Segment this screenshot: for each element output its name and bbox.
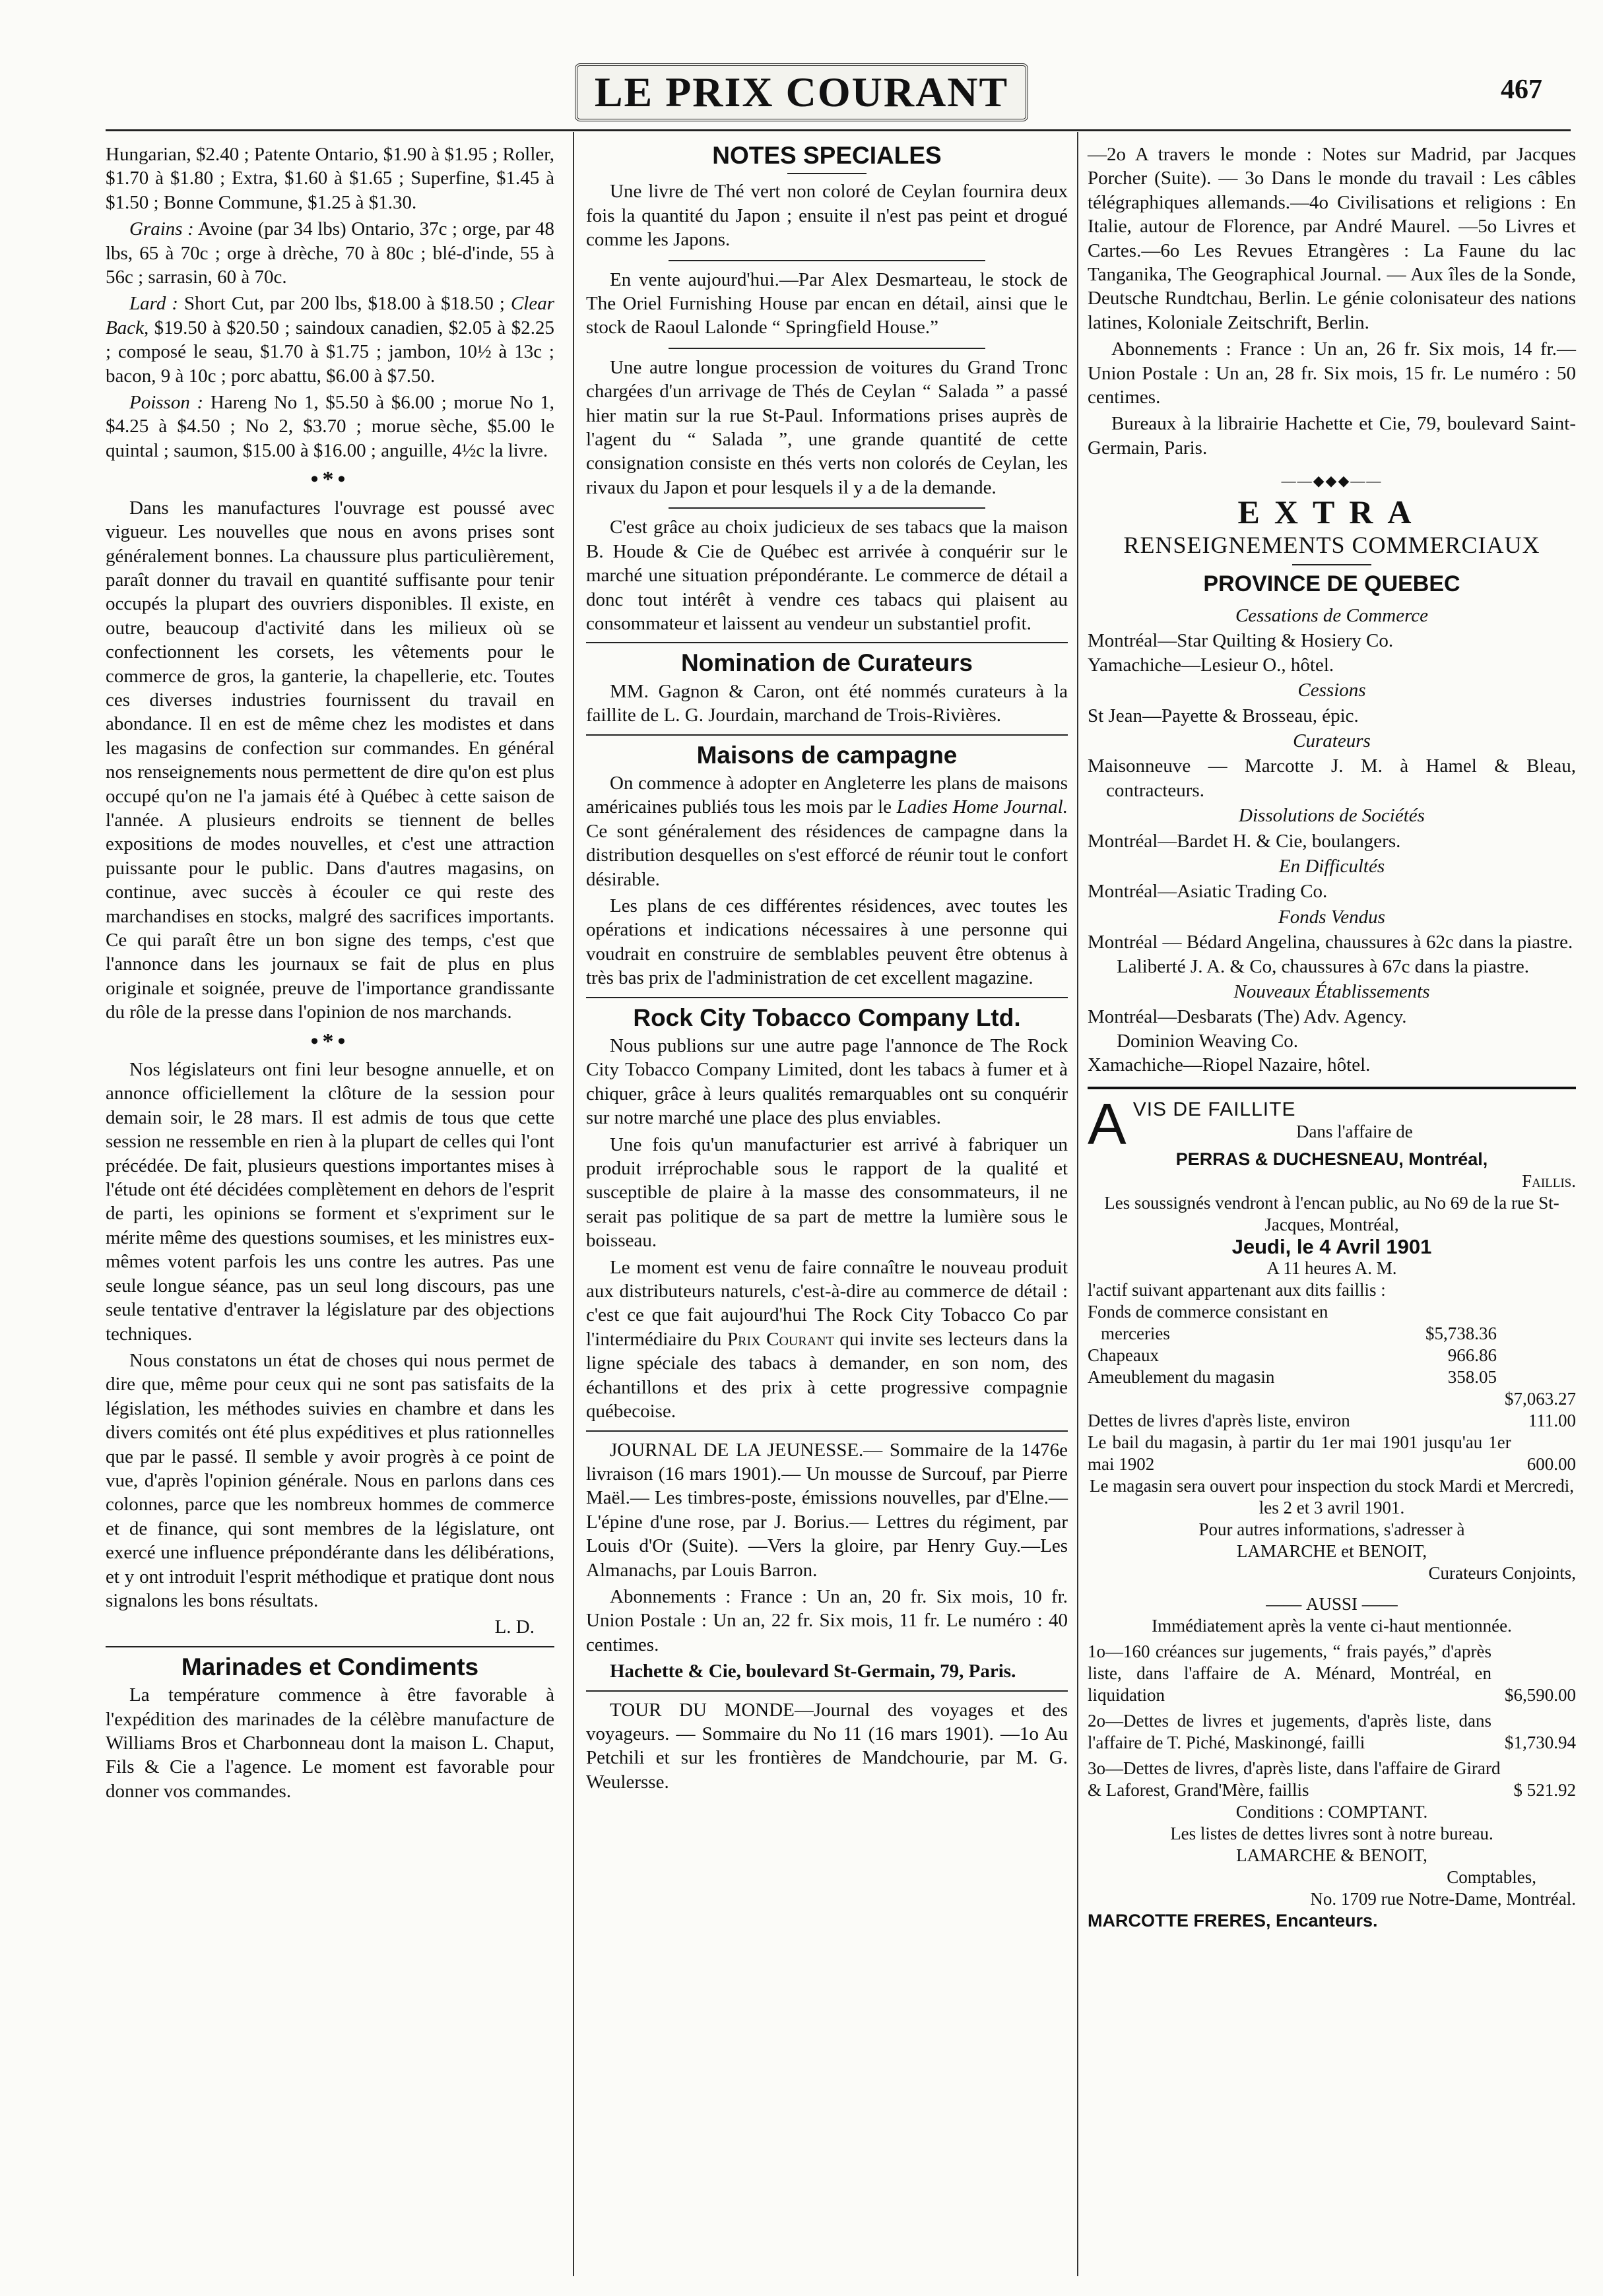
section-title: Cessions: [1297, 680, 1366, 701]
separator-rule: [586, 734, 1068, 736]
avis-date: Jeudi, le 4 Avril 1901: [1231, 1234, 1432, 1258]
section-title: En Difficultés: [1278, 855, 1385, 877]
tour-du-monde-continued: —2o A travers le monde : Notes sur Madrid, par Jacques Porcher (Suite). — 3o Dans le monde du travail : Les câbles télégraphiques allemands.—4o Civilisations et religions : En Italie, autour de Florence, par André Maurel. —5o Livres et Cartes.—6o Les Revues Etrangères : La Faune du lac Tanganika, The Geographical Journal. — Aux îles de la Sonde, Deutsche Rundtchau, Berlin. Le génie colonisateur des nations latines, Koloniale Zeitschrift, Berlin.: [1088, 144, 1576, 333]
entry: Laliberté J. A. & Co, chaussures à 67c dans la piastre.: [1117, 955, 1529, 977]
avis-conditions: Conditions : COMPTANT.: [1235, 1801, 1428, 1822]
column-rule-2: [1077, 132, 1078, 2276]
lard-prices: [106, 292, 554, 388]
avis-lot: [1088, 1710, 1576, 1754]
rock-city-text-2: Une fois qu'un manufacturier est arrivé à fabriquer un produit irréprochable sous le rapport de la qualité et susceptible de plaire à la masse des consommateurs, il ne serait pas politique de sa part de mettre la lumière sous le boisseau.: [586, 1133, 1068, 1252]
aussi-label: AUSSI: [1305, 1593, 1358, 1614]
separator-rule: [586, 1690, 1068, 1692]
section-title: Fonds Vendus: [1278, 906, 1385, 928]
item-label: Chapeaux: [1088, 1345, 1159, 1365]
tour-du-monde: TOUR DU MONDE—Journal des voyages et des voyageurs. — Sommaire du No 11 (16 mars 1901). —1o Au Petchili et sur les frontières de Mandchourie, par M. G. Weulersse.: [586, 1699, 1068, 1793]
avis-immediat: Immédiatement après la vente ci-haut mentionnée.: [1152, 1615, 1512, 1636]
tour-abonnements: Abonnements : France : Un an, 26 fr. Six mois, 14 fr.—Union Postale : Un an, 28 fr. Six mois, 15 fr. Le numéro : 50 centimes.: [1088, 338, 1576, 408]
item-amount: $5,738.36: [1425, 1323, 1497, 1343]
thick-rule: [1088, 1087, 1576, 1089]
item-label: Ameublement du magasin: [1088, 1366, 1275, 1387]
jeunesse-hachette: Hachette & Cie, boulevard St-Germain, 79, Paris.: [610, 1661, 1016, 1682]
avis-item: [1088, 1366, 1576, 1388]
maisons-heading: Maisons de campagne: [696, 741, 958, 769]
poisson-prices: [106, 391, 554, 462]
signature: L. D.: [494, 1616, 535, 1638]
grains-text: Avoine (par 34 lbs) Ontario, 37c ; orge, par 48 lbs, 65 à 70c ; orge à drèche, 70 à 80c ; blé-d'inde, 55 à 56c ; sarrasin, 60 à 70c.: [106, 218, 554, 288]
short-rule: [1292, 564, 1371, 565]
separator-rule: [106, 1646, 554, 1647]
tour-bureaux: Bureaux à la librairie Hachette et Cie, 79, boulevard Saint-Germain, Paris.: [1088, 413, 1576, 459]
entry: Dominion Weaving Co.: [1117, 1030, 1299, 1052]
avis-title-rest: VIS DE FAILLITE: [1132, 1098, 1296, 1120]
avis-marcotte: MARCOTTE FRERES, Encanteurs.: [1088, 1910, 1378, 1930]
note-the-vert: Une livre de Thé vert non coloré de Ceylan fournira deux fois la quantité du Japon ; ensuite il n'est pas peint et drogué comme les Japons.: [586, 181, 1068, 251]
maisons-text-1: [586, 771, 1068, 891]
note-en-vente: En vente aujourd'hui.—Par Alex Desmarteau, le stock de The Oriel Furnishing House par encan en détail, ainsi que le stock de Raoul Lalonde “ Springfield House.”: [586, 269, 1068, 338]
journal-jeunesse: JOURNAL DE LA JEUNESSE.— Sommaire de la 1476e livraison (16 mars 1901).— Un mousse de Surcouf, par Pierre Maël.— Les timbres-poste, émissions nouvelles, par d'Elne.—L'épine d'une rose, par J. Borius.— Lettres du régiment, par Louis d'Or (Suite). —Vers la gloire, par Henry Guy.—Les Almanachs, par Louis Barron.: [586, 1439, 1068, 1581]
avis-faillis: Faillis.: [1522, 1170, 1576, 1191]
entry: Montréal—Asiatic Trading Co.: [1088, 881, 1328, 903]
section-curateurs: [1088, 729, 1576, 802]
item-amount: 358.05: [1447, 1366, 1497, 1387]
lot-amount: $1,730.94: [1505, 1732, 1576, 1752]
note-salada: Une autre longue procession de voitures du Grand Tronc chargées d'un arrivage de Thés de Ceylan “ Salada ” a passé hier matin sur la rue St-Paul. Informations prises auprès de l'agent du “ Salada ”, une grande quantité de cette consignation consiste en thés verts non colorés de Ceylan, les rivaux du Japon et pour lesquels il y a de la demande.: [586, 356, 1068, 498]
extra-heading: EXTRA: [1237, 493, 1426, 530]
marinades-text: La température commence à être favorable à l'expédition des marinades de la célèbre manufacture de Williams Bros et Charbonneau dont la maison L. Chaput, Fils & Cie a l'agence. Le moment est favorable pour donner vos commandes.: [106, 1684, 554, 1802]
avis-comptables: Comptables,: [1447, 1866, 1536, 1887]
entry: Montréal—Desbarats (The) Adv. Agency.: [1088, 1006, 1407, 1028]
avis-lamarche-1: LAMARCHE et BENOIT,: [1236, 1541, 1427, 1561]
avis-item: [1088, 1323, 1576, 1345]
section-dissolutions: [1088, 804, 1576, 853]
masthead: [0, 63, 1603, 121]
entry: St Jean—Payette & Brosseau, épic.: [1088, 705, 1359, 726]
separator-rule: [586, 642, 1068, 643]
nomination-text: MM. Gagnon & Caron, ont été nommés curateurs à la faillite de L. G. Jourdain, marchand de Trois-Rivières.: [586, 680, 1068, 726]
column-rule-1: [573, 132, 574, 2276]
constatons-paragraph: Nous constatons un état de choses qui nous permet de dire que, même pour ceux qui ne sont pas satisfaits de la législation, les méthodes suivies en chambre et dans les divers comités ont été plus expéditives et plus rationnelles que par le passé. Il semble y avoir progrès à ce point de vue, d'après l'opinion générale. Nous en parlons dans ces colonnes, parce que les nombreux hommes de commerce et de finance, qui sont membres de la législature, ont exercé une influence prépondérante dans les délibérations, et y ont introduit l'esprit méthodique et pratique dont nous signalons les bons résultats.: [106, 1349, 554, 1611]
entry: Montréal — Bédard Angelina, chaussures à 62c dans la piastre.: [1088, 932, 1573, 953]
lot-label: 2o—Dettes de livres et jugements, d'après liste, dans l'affaire de T. Piché, Maskinongé, failli: [1088, 1710, 1491, 1752]
flour-prices: Hungarian, $2.40 ; Patente Ontario, $1.90 à $1.95 ; Roller, $1.70 à $1.80 ; Extra, $1.60 à $1.65 ; Superfine, $1.45 à $1.50 ; Bonne Commune, $1.25 à $1.30.: [106, 144, 554, 213]
clear-back-label: Clear Back,: [106, 293, 555, 338]
entry: Montréal—Star Quilting & Hosiery Co.: [1088, 630, 1394, 652]
avis-de-faillite: [1088, 1091, 1576, 1932]
maisons-text-1b: Ce sont généralement des résidences de campagne dans la distribution desquelles on s'est efforcé de réunir tout le confort désirable.: [586, 820, 1068, 890]
section-cessions: [1088, 678, 1576, 728]
grains-prices: [106, 217, 554, 289]
avis-dans: Dans l'affaire de: [1295, 1121, 1413, 1141]
avis-time: A 11 heures A. M.: [1266, 1258, 1397, 1278]
poisson-text: Hareng No 1, $5.50 à $6.00 ; morue No 1, $4.25 à $4.50 ; No 2, $3.70 ; morue sèche, $5.00 le quintal ; saumon, $15.00 à $16.00 ; anguille, 4½c la livre.: [106, 392, 555, 461]
lard-text-2: $19.50 à $20.50 ; saindoux canadien, $2.05 à $2.25 ; composé le seau, $1.70 à $1.75 ; jambon, 10½ à 13c ; bacon, 9 à 10c ; porc abattu, $6.00 à $7.50.: [106, 317, 554, 387]
rock-city-heading: Rock City Tobacco Company Ltd.: [633, 1004, 1021, 1031]
avis-lot: [1088, 1641, 1576, 1706]
poisson-label: Poisson :: [129, 392, 204, 414]
lard-text-1: Short Cut, par 200 lbs, $18.00 à $18.50 ;: [178, 293, 511, 315]
avis-lamarche-2: LAMARCHE & BENOIT,: [1236, 1845, 1427, 1865]
nomination-heading: Nomination de Curateurs: [681, 649, 973, 677]
avis-aussi: —— AUSSI ——: [1266, 1593, 1398, 1614]
maisons-text-2: Les plans de ces différentes résidences, avec toutes les opérations et indications nécessaires à une personne qui voudrait en construire de semblables peuvent être obtenus à très bas prix de l'administration de cet excellent magazine.: [586, 895, 1068, 989]
avis-bail: [1088, 1432, 1576, 1475]
page-number: 467: [1501, 75, 1542, 105]
legislateurs-paragraph: Nos législateurs ont fini leur besogne annuelle, et on annonce officiellement la clôture de la session pour demain soir, le 28 mars. Il est admis de tous que cette session ne ressemble en rien à la plupart de celles qui l'ont précédée. De fait, plusieurs questions importantes mises à l'étude ont été décidées complètement en dehors de l'esprit de parti, les opinions se forment et s'expriment sur le mérite même des questions soumises, et les ministres eux-mêmes votent parfois les uns contre les autres. Pas une seule longue séance, pas un seul long discours, pas une seule tentative d'entraver la législature par des objections techniques.: [106, 1059, 554, 1345]
entry: Maisonneuve — Marcotte J. M. à Hamel & Bleau, contracteurs.: [1088, 755, 1576, 801]
prix-courant-ref: Prix Courant: [727, 1328, 834, 1350]
column-2: [586, 143, 1068, 1797]
avis-intro: Les soussignés vendront à l'encan public, au No 69 de la rue St-Jacques, Montréal,: [1104, 1192, 1559, 1234]
grains-label: Grains :: [129, 218, 194, 240]
rock-city-text-1: Nous publions sur une autre page l'annonce de The Rock City Tobacco Company Limited, dont les tabacs à fumer et à chiquer, grâce à leurs qualités remarquables ont su conquérir sur notre marché une place des plus enviables.: [586, 1035, 1068, 1129]
lard-label: Lard :: [129, 293, 178, 315]
short-rule: [787, 173, 867, 174]
section-fonds-vendus: [1088, 905, 1576, 978]
rock-city-text-3a: Le moment est venu de faire connaître le nouveau produit aux distributeurs naturels, c'est-à-dire au commerce de détail : c'est ce que fait aujourd'hui The Rock City Tobacco Co par l'intermédiaire du: [586, 1256, 1068, 1350]
bail-amount: 600.00: [1526, 1453, 1576, 1474]
separator-rule: [586, 997, 1068, 998]
marinades-heading: Marinades et Condiments: [181, 1653, 479, 1680]
lot-amount: $ 521.92: [1513, 1779, 1576, 1800]
asterism-2: •*•: [310, 1029, 350, 1054]
item-label: merceries: [1101, 1323, 1170, 1343]
renseignements-heading: RENSEIGNEMENTS COMMERCIAUX: [1123, 532, 1540, 559]
ornament-divider: ——◆◆◆——: [1281, 472, 1383, 490]
avis-subtotal: $7,063.27: [1505, 1388, 1576, 1409]
notes-speciales-heading: NOTES SPECIALES: [712, 142, 942, 169]
section-cessations: [1088, 604, 1576, 677]
separator-rule: [669, 260, 985, 261]
manufactures-paragraph: Dans les manufactures l'ouvrage est poussé avec vigueur. Les nouvelles que nous en avons prises sont généralement bonnes. La chaussure plus particulièrement, paraît donner du travail en quantité suffisante pour tenir occupés la plupart des ouvriers disponibles. Il existe, en outre, beaucoup d'activité dans les milieux où se confectionnent les corsets, les vêtements pour le commerce de gros, la ganterie, la chapellerie, etc. Toutes ces diverses industries fournissent du travail en abondance. Il en est de même chez les modistes et dans les magasins de confection sur commandes. En général nos renseignements nous permettent de dire qu'on est plus occupé qu'on ne l'a jamais été à Québec à cette saison de l'année. A plusieurs endroits se tiennent de belles expositions de modes nouvelles, et c'est une attraction puissante pour le public. Dans d'autres magasins, on continue, avec succès à écouler ce qui reste des marchandises en stocks, malgré des sacrifices importants. Ce qui paraît être un bon signe des temps, c'est que l'annonce dans les journaux se fait de plus en plus originale et soignée, preuve de l'importance grandissante du rôle de la presse dans l'opinion de nos marchands.: [106, 497, 554, 1023]
entry: Montréal—Bardet H. & Cie, boulangers.: [1088, 830, 1401, 852]
avis-item: [1088, 1345, 1576, 1366]
avis-curateurs: Curateurs Conjoints,: [1428, 1562, 1576, 1583]
item-amount: 966.86: [1447, 1345, 1497, 1365]
section-nouveaux: [1088, 980, 1576, 1077]
avis-dettes: [1088, 1410, 1576, 1432]
maisons-text-1a: On commence à adopter en Angleterre les plans de maisons américaines publiés tous les mois par le: [586, 772, 1068, 818]
entry: Xamachiche—Riopel Nazaire, hôtel.: [1088, 1054, 1371, 1076]
avis-initial: A: [1088, 1091, 1127, 1157]
note-houde: C'est grâce au choix judicieux de ses tabacs que la maison B. Houde & Cie de Québec est arrivée à conquérir sur le marché une situation prépondérante. Le commerce de détail a donc tout intérêt à vendre ces tabacs qui plaisent au consommateur et laissent au vendeur un substantiel profit.: [586, 517, 1068, 634]
prix-courant-logo: LE PRIX COURANT: [575, 63, 1028, 121]
avis-lot: [1088, 1758, 1576, 1801]
dettes-amount: 111.00: [1528, 1410, 1576, 1430]
province-heading: PROVINCE DE QUEBEC: [1203, 571, 1460, 596]
jeunesse-abonnements: Abonnements : France : Un an, 20 fr. Six mois, 10 fr. Union Postale : Un an, 22 fr. Six mois, 11 fr. Le numéro : 40 centimes.: [586, 1585, 1068, 1655]
separator-rule: [669, 348, 985, 349]
rock-city-text-3b: qui invite ses lecteurs dans la ligne spéciale des tabacs à demander, en son nom, des échantillons et des prix à cette progressive compagnie québecoise.: [586, 1328, 1068, 1422]
avis-listes: Les listes de dettes livres sont à notre bureau.: [1170, 1823, 1493, 1843]
lot-label: 3o—Dettes de livres, d'après liste, dans l'affaire de Girard & Laforest, Grand'Mère, faillis: [1088, 1758, 1501, 1800]
ladies-home-journal: Ladies Home Journal.: [896, 796, 1068, 818]
column-3: [1088, 143, 1576, 1932]
column-1: [106, 143, 554, 1806]
avis-inspection: Le magasin sera ouvert pour inspection du stock Mardi et Mercredi, les 2 et 3 avril 1901.: [1089, 1475, 1575, 1517]
section-title: Curateurs: [1293, 730, 1371, 751]
avis-firm: PERRAS & DUCHESNEAU, Montréal,: [1175, 1149, 1488, 1169]
section-difficultes: [1088, 854, 1576, 904]
asterism-1: •*•: [310, 467, 350, 492]
avis-pour: Pour autres informations, s'adresser à: [1198, 1519, 1465, 1539]
separator-rule: [669, 507, 985, 509]
dettes-label: Dettes de livres d'après liste, environ: [1088, 1410, 1350, 1430]
bail-label: Le bail du magasin, à partir du 1er mai 1901 jusqu'au 1er mai 1902: [1088, 1432, 1511, 1474]
separator-rule: [586, 1430, 1068, 1432]
top-rule: [106, 129, 1571, 131]
section-title: Dissolutions de Sociétés: [1239, 805, 1425, 827]
avis-actif: l'actif suivant appartenant aux dits faillis :: [1088, 1279, 1386, 1300]
entry: Yamachiche—Lesieur O., hôtel.: [1088, 654, 1334, 676]
section-title: Nouveaux Établissements: [1233, 981, 1430, 1002]
avis-address: No. 1709 rue Notre-Dame, Montréal.: [1310, 1888, 1576, 1909]
lot-amount: $6,590.00: [1505, 1684, 1576, 1705]
lot-label: 1o—160 créances sur jugements, “ frais payés,” d'après liste, dans l'affaire de A. Ménard, Montréal, en liquidation: [1088, 1641, 1491, 1705]
rock-city-text-3: [586, 1256, 1068, 1424]
section-title: Cessations de Commerce: [1235, 604, 1429, 626]
avis-fonds-label: Fonds de commerce consistant en: [1088, 1301, 1328, 1322]
